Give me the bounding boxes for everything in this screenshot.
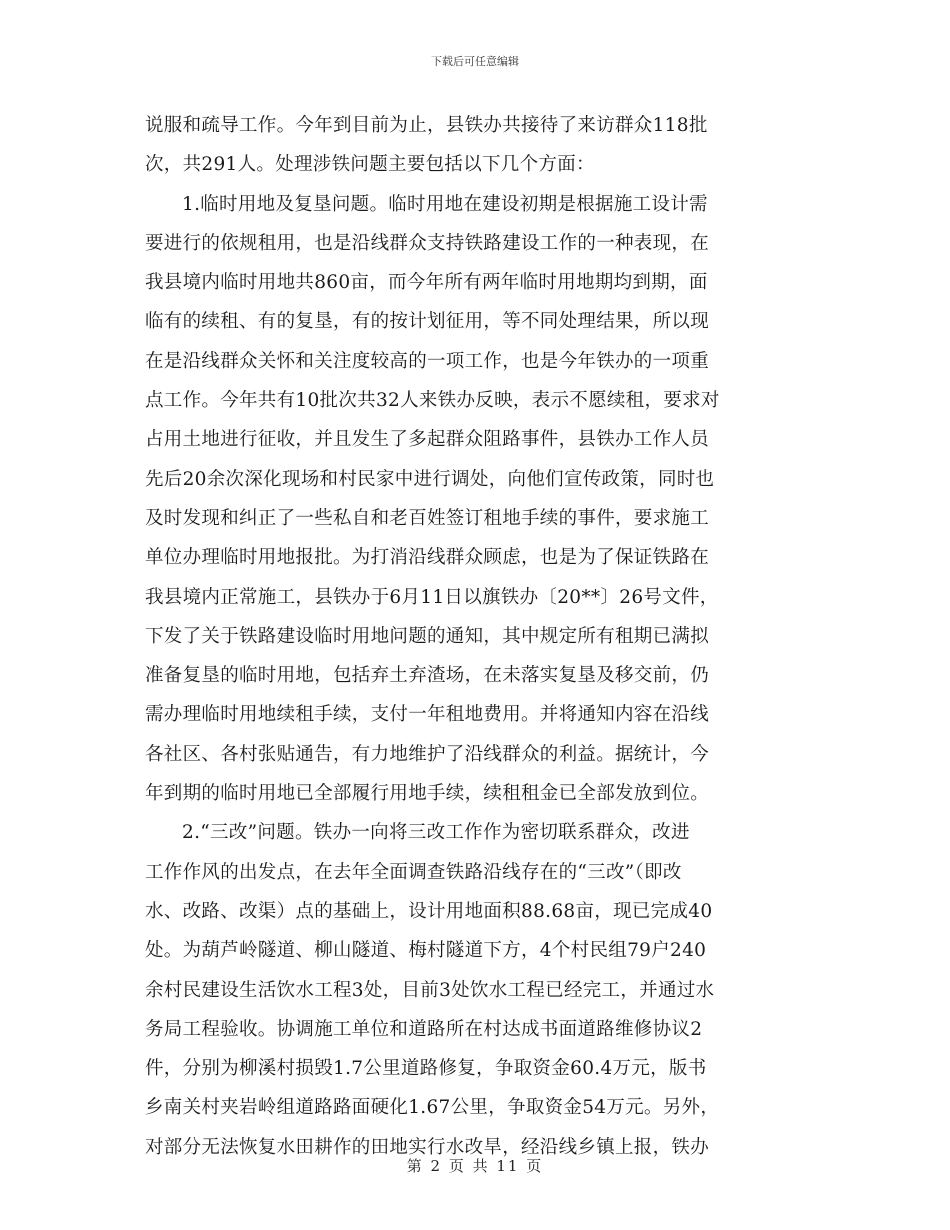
text-line: 在是沿线群众关怀和关注度较高的一项工作，也是今年铁办的一项重 (145, 350, 710, 372)
text-line: 2.“三改”问题。铁办一向将三改工作作为密切联系群众，改进 (182, 822, 690, 844)
text-line: 余村民建设生活饮水工程3处，目前3处饮水工程已经完工，并通过水 (145, 979, 715, 1001)
text-line: 我县境内正常施工，县铁办于6月11日以旗铁办〔20**〕26号文件， (145, 586, 719, 608)
text-line: 先后20余次深化现场和村民家中进行调处，向他们宣传政策，同时也 (145, 468, 715, 490)
text-line: 下发了关于铁路建设临时用地问题的通知，其中规定所有租期已满拟 (145, 625, 710, 647)
text-line: 点工作。今年共有10批次共32人来铁办反映，表示不愿续租，要求对 (145, 390, 720, 412)
text-line: 务局工程验收。协调施工单位和道路所在村达成书面道路维修协议2 (145, 1018, 703, 1040)
text-line: 及时发现和纠正了一些私自和老百姓签订租地手续的事件，要求施工 (145, 507, 710, 529)
text-line: 处。为葫芦岭隧道、柳山隧道、梅村隧道下方，4个村民组79户240 (145, 940, 707, 962)
text-line: 我县境内临时用地共860亩，而今年所有两年临时用地期均到期，面 (145, 272, 708, 294)
text-line: 各社区、各村张贴通告，有力地维护了沿线群众的利益。据统计，今 (145, 743, 710, 765)
text-line: 乡南关村夹岩岭组道路路面硬化1.67公里，争取资金54万元。另外， (145, 1097, 720, 1119)
text-line: 1.临时用地及复垦问题。临时用地在建设初期是根据施工设计需 (182, 193, 708, 215)
text-line: 说服和疏导工作。今年到目前为止，县铁办共接待了来访群众118批 (145, 115, 708, 136)
text-line: 次，共291人。处理涉铁问题主要包括以下几个方面： (145, 154, 595, 176)
text-line: 对部分无法恢复水田耕作的田地实行水改旱，经沿线乡镇上报，铁办 (145, 1136, 710, 1158)
text-line: 单位办理临时用地报批。为打消沿线群众顾虑，也是为了保证铁路在 (145, 547, 710, 569)
text-line: 需办理临时用地续租手续，支付一年租地费用。并将通知内容在沿线 (145, 704, 710, 726)
text-line: 件，分别为柳溪村损毁1.7公里道路修复，争取资金60.4万元，版书 (145, 1058, 707, 1080)
text-line: 要进行的依规租用，也是沿线群众支持铁路建设工作的一种表现，在 (145, 232, 710, 254)
text-line: 工作作风的出发点，在去年全面调查铁路沿线存在的“三改”（即改 (145, 861, 682, 883)
text-line: 占用土地进行征收，并且发生了多起群众阻路事件，县铁办工作人员 (145, 429, 710, 451)
page-header: 下载后可任意编辑 (431, 55, 519, 68)
document-body (145, 106, 810, 1167)
text-line: 准备复垦的临时用地，包括弃土弃渣场，在未落实复垦及移交前，仍 (145, 665, 710, 687)
text-line: 年到期的临时用地已全部履行用地手续，续租租金已全部发放到位。 (145, 783, 710, 805)
text-line: 临有的续租、有的复垦，有的按计划征用，等不同处理结果，所以现 (145, 311, 710, 333)
page-number-footer: 第 2 页 共 11 页 (406, 1157, 544, 1175)
text-line: 水、改路、改渠）点的基础上，设计用地面积88.68亩，现已完成40 (145, 900, 713, 922)
